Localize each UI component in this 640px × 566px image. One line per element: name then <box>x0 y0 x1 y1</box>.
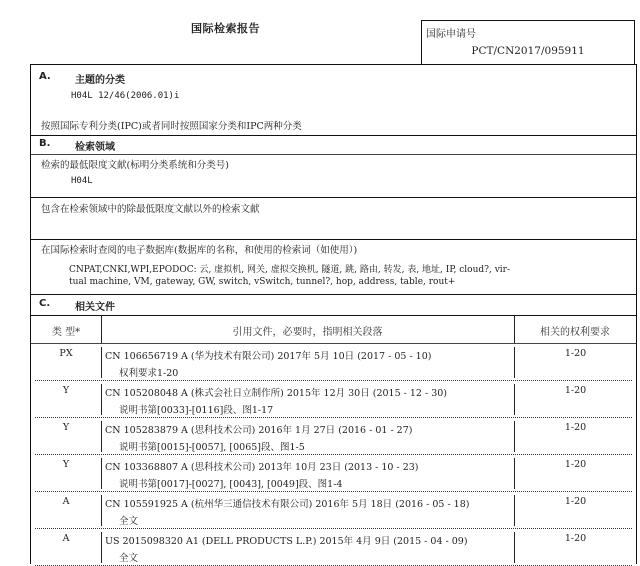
row-separator <box>35 528 632 529</box>
column-divider <box>101 347 102 378</box>
section-b-letter: B. <box>39 138 51 149</box>
divider <box>31 197 636 198</box>
column-divider <box>514 458 515 489</box>
application-number-value: PCT/CN2017/095911 <box>471 45 585 57</box>
citation-type: PX <box>59 348 73 359</box>
citation-reference: CN 106656719 A (华为技术有限公司) 2017年 5月 10日 (2017 - 05 - 10) <box>105 351 432 362</box>
column-divider <box>101 421 102 452</box>
column-divider <box>514 347 515 378</box>
relevant-claims: 1-20 <box>564 496 587 507</box>
column-divider <box>514 384 515 415</box>
citation-type: A <box>62 496 70 507</box>
section-a-letter: A. <box>39 71 51 82</box>
column-header-claims: 相关的权利要求 <box>540 327 610 338</box>
citation-reference: US 2015098320 A1 (DELL PRODUCTS L.P.) 2015年 4月 9日 (2015 - 04 - 09) <box>105 536 468 547</box>
citation-text <box>105 385 447 416</box>
column-divider <box>514 315 515 343</box>
section-c-title: 相关文件 <box>75 302 115 313</box>
divider <box>31 315 636 316</box>
column-divider <box>514 495 515 526</box>
relevant-claims: 1-20 <box>564 533 587 544</box>
relevant-claims: 1-20 <box>564 385 587 396</box>
databases-label: 在国际检索时查阅的电子数据库(数据库的名称，和使用的检索词（如使用）) <box>41 245 358 256</box>
citation-passage: 全文 <box>119 553 139 564</box>
report-body <box>30 64 637 564</box>
divider <box>31 135 636 136</box>
section-b-title: 检索领域 <box>75 142 115 153</box>
row-separator <box>35 380 632 381</box>
citation-passage: 权利要求1-20 <box>119 368 179 379</box>
citation-text <box>105 496 469 527</box>
databases-terms-line1: CNPAT,CNKI,WPI,EPODOC: 云, 虚拟机, 网关, 虚拟交换机, 隧道, 跳, 路由, 转发, 表, 地址, IP, cloud?, vir- <box>69 265 511 275</box>
divider <box>31 343 636 344</box>
citation-text <box>105 422 412 453</box>
citation-reference: CN 105283879 A (思科技术公司) 2016年 1月 27日 (2016 - 01 - 27) <box>105 425 413 436</box>
column-divider <box>101 532 102 563</box>
section-a-title: 主题的分类 <box>75 75 125 86</box>
application-number-box <box>421 20 635 64</box>
row-separator <box>35 417 632 418</box>
relevant-claims: 1-20 <box>564 459 587 470</box>
divider <box>31 239 636 240</box>
column-divider <box>514 421 515 452</box>
citation-type: Y <box>62 422 70 433</box>
citation-reference: CN 105591925 A (杭州华三通信技术有限公司) 2016年 5月 18日 (2016 - 05 - 18) <box>105 499 470 510</box>
citation-text <box>105 348 431 379</box>
citation-passage: 说明书第[0015]-[0057], [0065]段、图1-5 <box>119 442 305 453</box>
classification-note: 按照国际专利分类(IPC)或者同时按照国家分类和IPC两种分类 <box>41 121 302 132</box>
column-divider <box>514 532 515 563</box>
citation-text <box>105 533 468 564</box>
column-divider <box>101 458 102 489</box>
column-header-type: 类 型* <box>51 327 81 338</box>
citation-passage: 说明书第[0033]-[0116]段、图1-17 <box>119 405 274 416</box>
column-divider <box>101 495 102 526</box>
relevant-claims: 1-20 <box>564 422 587 433</box>
column-header-citation: 引用文件，必要时，指明相关段落 <box>232 327 383 338</box>
row-separator <box>35 454 632 455</box>
citation-passage: 说明书第[0017]-[0027], [0043], [0049]段、图1-4 <box>119 479 343 490</box>
min-documentation-value: H04L <box>71 176 93 186</box>
section-c-letter: C. <box>39 298 51 309</box>
column-divider <box>101 315 102 343</box>
report-title: 国际检索报告 <box>191 22 260 35</box>
citation-type: Y <box>62 385 70 396</box>
citation-reference: CN 103368807 A (思科技术公司) 2013年 10月 23日 (2013 - 10 - 23) <box>105 462 419 473</box>
row-separator <box>35 491 632 492</box>
divider <box>31 294 636 295</box>
databases-terms-line2: tual machine, VM, gateway, GW, switch, vSwitch, tunnel?, hop, address, table, rout+ <box>69 277 456 287</box>
min-documentation-label: 检索的最低限度文献(标明分类系统和分类号) <box>41 160 229 171</box>
column-divider <box>101 384 102 415</box>
citation-passage: 全文 <box>119 516 139 527</box>
relevant-claims: 1-20 <box>564 348 587 359</box>
divider <box>31 154 636 155</box>
citation-type: Y <box>62 459 70 470</box>
citation-text <box>105 459 419 490</box>
application-number-label: 国际申请号 <box>426 29 476 40</box>
citation-reference: CN 105208048 A (株式会社日立制作所) 2015年 12月 30日 (2015 - 12 - 30) <box>105 388 448 399</box>
other-documentation-label: 包含在检索领域中的除最低限度文献以外的检索文献 <box>41 204 260 215</box>
citation-type: A <box>62 533 70 544</box>
ipc-classification: H04L 12/46(2006.01)i <box>71 91 180 101</box>
